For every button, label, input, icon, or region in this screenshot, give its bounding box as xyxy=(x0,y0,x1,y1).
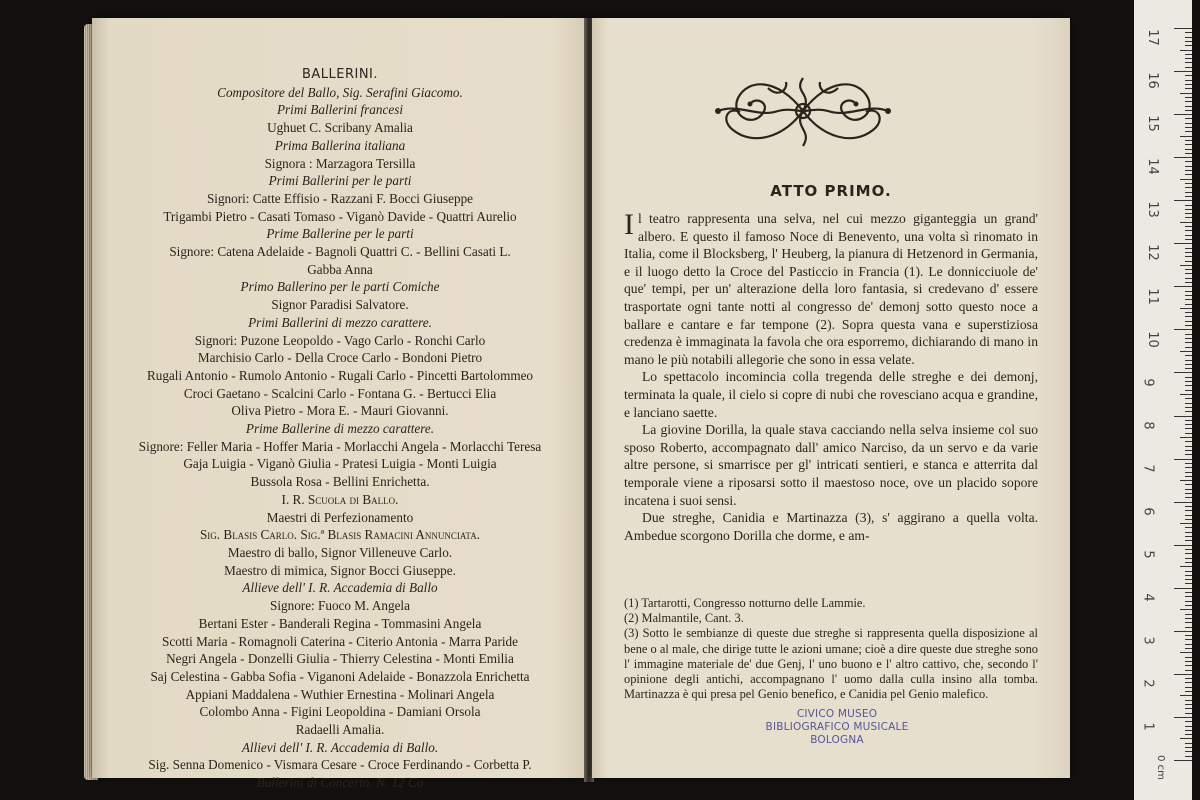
ruler-tick xyxy=(1185,67,1192,68)
ruler-tick xyxy=(1185,472,1192,473)
ruler-number: 6 xyxy=(1140,507,1156,516)
ruler-tick xyxy=(1185,493,1192,494)
ruler-tick xyxy=(1185,454,1192,455)
ruler-tick xyxy=(1185,639,1192,640)
paragraph: La giovine Dorilla, la quale stava cacciando nella selva insieme col suo sposo Roberto, accompagnato dall' amico Narciso, da un servo e da varie altre persone, si smarrisce per gl' intricati sentieri, e stanca e atterrita dal temporale viene a riposarsi sotto il maestoso noce, ove un placido sopore incatena i suoi sensi. xyxy=(624,422,1038,508)
ruler-tick xyxy=(1185,248,1192,249)
ruler-number: 16 xyxy=(1144,72,1160,89)
ruler-tick xyxy=(1185,37,1192,38)
ruler-tick xyxy=(1185,144,1192,145)
ruler-tick xyxy=(1185,377,1192,378)
cast-line: Negri Angela - Donzelli Giulia - Thierry Celestina - Monti Emilia xyxy=(166,651,514,667)
ruler-tick xyxy=(1185,721,1192,722)
ruler-tick xyxy=(1185,360,1192,361)
ruler-tick xyxy=(1185,446,1192,447)
ruler-tick xyxy=(1174,157,1192,158)
ruler-tick xyxy=(1185,614,1192,615)
cast-line: Signori: Puzone Leopoldo - Vago Carlo - Ronchi Carlo xyxy=(194,332,486,348)
ruler-tick xyxy=(1180,308,1192,309)
ruler-tick xyxy=(1174,545,1192,546)
ruler-tick xyxy=(1174,674,1192,675)
ruler-tick xyxy=(1185,743,1192,744)
library-stamp: CIVICO MUSEO BIBLIOGRAFICO MUSICALE BOLOGNA xyxy=(765,708,909,746)
cast-line: Bertani Ester - Banderali Regina - Tommasini Angela xyxy=(198,615,482,631)
footnotes xyxy=(624,596,1038,702)
ruler-tick xyxy=(1185,140,1192,141)
ruler-tick xyxy=(1185,213,1192,214)
footnote: (3) Sotto le sembianze di queste due streghe si rappresenta quella disposizione al bene o al male, che dirige tutte le azioni umane; cioè a dire queste due streghe sono l' immagine materiale de' due Genj, l' uno buono e l' altro cattivo, che, secondo l' opinione degli antichi, accompagnano l' uomo dalla culla insino alla tomba. Martinazza è qui presa pel Genio benefico, e Canidia pel Genio malefico. xyxy=(624,626,1038,702)
ruler-tick xyxy=(1174,631,1192,632)
ruler-tick xyxy=(1185,196,1192,197)
ruler-tick xyxy=(1185,398,1192,399)
cast-line: Oliva Pietro - Mora E. - Mauri Giovanni. xyxy=(231,403,449,419)
ruler-tick xyxy=(1185,756,1192,757)
ruler-tick xyxy=(1180,437,1192,438)
ruler-number: 11 xyxy=(1144,287,1160,305)
ruler-tick xyxy=(1185,489,1192,490)
ruler-tick xyxy=(1185,256,1192,257)
ruler-tick xyxy=(1185,347,1192,348)
cast-line: Compositore del Ballo, Sig. Serafini Giacomo. xyxy=(217,84,463,100)
ruler-tick xyxy=(1185,627,1192,628)
ruler-tick xyxy=(1185,601,1192,602)
cast-line: Ughuet C. Scribany Amalia xyxy=(267,120,413,136)
left-page xyxy=(92,18,588,791)
ruler-tick xyxy=(1185,618,1192,619)
ruler-tick xyxy=(1185,390,1192,391)
cast-line: Croci Gaetano - Scalcini Carlo - Fontana G. - Bertucci Elia xyxy=(183,385,497,401)
cast-line: Prime Ballerine di mezzo carattere. xyxy=(245,421,435,437)
ruler-tick xyxy=(1185,364,1192,365)
ruler-tick xyxy=(1185,463,1192,464)
ruler-tick xyxy=(1185,648,1192,649)
cast-line: Ballerini di Concerto. N. 12 Co xyxy=(256,775,424,791)
ruler-tick xyxy=(1185,579,1192,580)
ruler-tick xyxy=(1174,28,1192,29)
ruler-tick xyxy=(1185,118,1192,119)
cast-line: Bussola Rosa - Bellini Enrichetta. xyxy=(250,474,430,490)
ruler-tick xyxy=(1180,93,1192,94)
cast-line: Signor Paradisi Salvatore. xyxy=(271,297,409,313)
ruler-tick xyxy=(1185,299,1192,300)
ruler-tick xyxy=(1185,441,1192,442)
ruler-tick xyxy=(1180,351,1192,352)
ruler-tick xyxy=(1185,312,1192,313)
ruler-tick xyxy=(1185,149,1192,150)
ruler-tick xyxy=(1185,291,1192,292)
ruler-tick xyxy=(1185,682,1192,683)
ruler-tick xyxy=(1185,170,1192,171)
ruler-number: 2 xyxy=(1140,679,1156,688)
ruler-tick xyxy=(1185,45,1192,46)
ruler-tick xyxy=(1174,114,1192,115)
ruler-tick xyxy=(1185,657,1192,658)
ruler-number: 1 xyxy=(1140,722,1156,731)
footnote: (2) Malmantile, Cant. 3. xyxy=(624,611,744,626)
ruler-tick xyxy=(1174,760,1192,761)
ruler-tick xyxy=(1185,411,1192,412)
ruler-number: 9 xyxy=(1140,377,1156,387)
ruler-number: 4 xyxy=(1140,593,1156,602)
ruler-tick xyxy=(1185,726,1192,727)
ruler-unit: 0 cm xyxy=(1154,755,1166,780)
ruler-number: 8 xyxy=(1140,421,1156,430)
ruler-tick xyxy=(1185,334,1192,335)
ruler-tick xyxy=(1174,416,1192,417)
ruler-tick xyxy=(1185,428,1192,429)
ruler-tick xyxy=(1185,75,1192,76)
ruler-tick xyxy=(1180,480,1192,481)
ruler-tick xyxy=(1185,84,1192,85)
cast-line: BALLERINI. xyxy=(301,67,379,82)
paragraph: Il teatro rappresenta una selva, nel cui mezzo giganteggia un grand' albero. E questo il famoso Noce di Benevento, una volta sì rinomato in Italia, come il Blocksberg, l' Heuberg, la pianura di Hetzenord in Germania, e il luogo detto la Croce del Pasticcio in Francia (1). Le donnicciuole de' que' tempi, per un' alterazione della loro fantasia, si credevano d' essere trasportate ogni tante notti al congresso de' demonj sotto questo noce a ballare e cantare e far tempone (2). Sopra questa vana e superstiziosa credenza è immaginata la favola che ora esporremo, dichiarando di mano in mano le più notabili allegorie che sono in essa velate. xyxy=(624,208,1038,367)
ruler-tick xyxy=(1174,286,1192,287)
ruler-tick xyxy=(1185,536,1192,537)
ruler-tick xyxy=(1185,153,1192,154)
open-book xyxy=(84,18,1074,791)
ruler-tick xyxy=(1185,558,1192,559)
ruler-tick xyxy=(1185,32,1192,33)
ruler-tick xyxy=(1174,372,1192,373)
ruler-tick xyxy=(1185,235,1192,236)
ruler-tick xyxy=(1180,695,1192,696)
ruler-tick xyxy=(1185,97,1192,98)
ruler-tick xyxy=(1185,708,1192,709)
cast-line: Sig. Blasis Carlo. Sig.ª Blasis Ramacini Annunciata. xyxy=(199,527,481,543)
ruler-tick xyxy=(1185,527,1192,528)
ruler-tick xyxy=(1185,304,1192,305)
ruler-tick xyxy=(1185,484,1192,485)
measuring-ruler xyxy=(1134,0,1192,800)
ruler-tick xyxy=(1185,734,1192,735)
ruler-tick xyxy=(1185,342,1192,343)
ruler-tick xyxy=(1185,635,1192,636)
ruler-tick xyxy=(1185,510,1192,511)
ruler-tick xyxy=(1185,123,1192,124)
cast-line: Trigambi Pietro - Casati Tomaso - Viganò Davide - Quattri Aurelio xyxy=(163,208,517,224)
ruler-tick xyxy=(1185,575,1192,576)
ruler-tick xyxy=(1185,596,1192,597)
ruler-tick xyxy=(1185,562,1192,563)
ruler-tick xyxy=(1174,71,1192,72)
cast-line: I. R. Scuola di Ballo. xyxy=(281,491,399,507)
ruler-tick xyxy=(1180,179,1192,180)
cast-line: Sig. Senna Domenico - Vismara Cesare - Croce Ferdinando - Corbetta P. xyxy=(148,757,532,773)
cast-line: Radaelli Amalia. xyxy=(295,722,385,738)
ruler-tick xyxy=(1185,497,1192,498)
ruler-tick xyxy=(1185,282,1192,283)
ruler-tick xyxy=(1185,295,1192,296)
ruler-tick xyxy=(1185,622,1192,623)
ruler-tick xyxy=(1185,226,1192,227)
ruler-number: 12 xyxy=(1144,244,1160,262)
ruler-tick xyxy=(1185,239,1192,240)
ruler-tick xyxy=(1180,136,1192,137)
ruler-tick xyxy=(1185,355,1192,356)
right-page xyxy=(592,18,1070,778)
ruler-number: 10 xyxy=(1144,330,1160,348)
ruler-tick xyxy=(1185,700,1192,701)
cast-line: Signora : Marzagora Tersilla xyxy=(264,155,416,171)
ruler-tick xyxy=(1185,424,1192,425)
cast-line: Signore: Fuoco M. Angela xyxy=(270,598,410,614)
ruler-tick xyxy=(1185,338,1192,339)
footnote: (1) Tartarotti, Congresso notturno delle Lammie. xyxy=(624,596,866,610)
ruler-tick xyxy=(1185,101,1192,102)
cast-line: Marchisio Carlo - Della Croce Carlo - Bondoni Pietro xyxy=(197,350,483,366)
ruler-tick xyxy=(1185,381,1192,382)
ruler-tick xyxy=(1180,566,1192,567)
ruler-tick xyxy=(1185,467,1192,468)
ruler-tick xyxy=(1185,273,1192,274)
ruler-tick xyxy=(1185,691,1192,692)
ruler-tick xyxy=(1180,738,1192,739)
cast-line: Colombo Anna - Figini Leopoldina - Damiani Orsola xyxy=(199,704,481,720)
ruler-tick xyxy=(1185,687,1192,688)
ruler-tick xyxy=(1185,540,1192,541)
ruler-number: 5 xyxy=(1140,550,1156,559)
cast-line: Maestro di mimica, Signor Bocci Giuseppe. xyxy=(224,562,456,578)
ruler-tick xyxy=(1185,252,1192,253)
ruler-tick xyxy=(1185,325,1192,326)
ruler-tick xyxy=(1180,652,1192,653)
cast-line: Primi Ballerini francesi xyxy=(276,102,403,118)
ruler-tick xyxy=(1185,88,1192,89)
ruler-tick xyxy=(1185,420,1192,421)
ruler-tick xyxy=(1185,278,1192,279)
ruler-tick xyxy=(1185,713,1192,714)
ruler-tick xyxy=(1185,106,1192,107)
cast-line: Allieve dell' I. R. Accademia di Ballo xyxy=(242,580,438,596)
ornament-icon xyxy=(708,68,898,154)
ruler-number: 14 xyxy=(1144,158,1160,176)
ruler-tick xyxy=(1185,553,1192,554)
dancers-list xyxy=(92,66,588,792)
ruler-tick xyxy=(1185,321,1192,322)
ruler-tick xyxy=(1174,588,1192,589)
ruler-tick xyxy=(1185,62,1192,63)
ruler-tick xyxy=(1174,459,1192,460)
ruler-number: 17 xyxy=(1144,29,1160,46)
ruler-tick xyxy=(1185,183,1192,184)
ruler-tick xyxy=(1185,209,1192,210)
cast-line: Signore: Catena Adelaide - Bagnoli Quattri C. - Bellini Casati L. xyxy=(169,244,511,260)
ruler-tick xyxy=(1180,50,1192,51)
ruler-tick xyxy=(1180,394,1192,395)
libretto-text xyxy=(624,210,1038,544)
ruler-tick xyxy=(1185,187,1192,188)
cast-line: Saj Celestina - Gabba Sofia - Viganoni Adelaide - Bonazzola Enrichetta xyxy=(150,668,530,684)
ruler-tick xyxy=(1185,476,1192,477)
cast-line: Signori: Catte Effisio - Razzani F. Bocci Giuseppe xyxy=(206,190,474,206)
cast-line: Gaja Luigia - Viganò Giulia - Pratesi Luigia - Monti Luigia xyxy=(183,456,497,472)
ruler-tick xyxy=(1185,730,1192,731)
ruler-tick xyxy=(1185,515,1192,516)
ruler-tick xyxy=(1185,403,1192,404)
ruler-tick xyxy=(1185,670,1192,671)
ruler-tick xyxy=(1185,161,1192,162)
cast-line: Rugali Antonio - Rumolo Antonio - Rugali Carlo - Pincetti Bartolommeo xyxy=(146,367,534,383)
drop-cap: I xyxy=(624,208,634,241)
ruler-tick xyxy=(1185,549,1192,550)
cast-line: Maestro di ballo, Signor Villeneuve Carlo. xyxy=(227,544,453,560)
ruler-tick xyxy=(1174,502,1192,503)
ruler-tick xyxy=(1185,450,1192,451)
ruler-tick xyxy=(1185,506,1192,507)
ruler-tick xyxy=(1174,243,1192,244)
ruler-tick xyxy=(1185,605,1192,606)
ruler-tick xyxy=(1185,385,1192,386)
cast-line: Primo Ballerino per le parti Comiche xyxy=(240,279,440,295)
paragraph: Due streghe, Canidia e Martinazza (3), s' aggirano a quella volta. Ambedue scorgono Dorilla che dorme, e am- xyxy=(624,510,1038,543)
ruler-tick xyxy=(1185,678,1192,679)
ruler-tick xyxy=(1185,110,1192,111)
ruler-tick xyxy=(1185,592,1192,593)
ruler-number: 15 xyxy=(1144,115,1160,133)
ruler-tick xyxy=(1185,704,1192,705)
cast-line: Gabba Anna xyxy=(307,261,373,277)
ruler-number: 13 xyxy=(1144,201,1160,219)
ruler-tick xyxy=(1185,58,1192,59)
cast-line: Prime Ballerine per le parti xyxy=(266,226,414,242)
ruler-tick xyxy=(1185,751,1192,752)
paragraph: Lo spettacolo incomincia colla tregenda delle streghe e dei demonj, terminata la quale, il cielo si copre di nubi che rovesciano acqua e grandine, e lanciano saette. xyxy=(624,369,1038,420)
cast-line: Scotti Maria - Romagnoli Caterina - Citerio Antonia - Marra Paride xyxy=(162,633,518,649)
ruler-tick xyxy=(1185,316,1192,317)
ruler-tick xyxy=(1180,523,1192,524)
ruler-number: 3 xyxy=(1140,636,1156,645)
ruler-tick xyxy=(1180,265,1192,266)
ruler-tick xyxy=(1185,131,1192,132)
ruler-tick xyxy=(1185,41,1192,42)
ruler-tick xyxy=(1185,174,1192,175)
ruler-tick xyxy=(1180,222,1192,223)
act-title: ATTO PRIMO. xyxy=(770,182,892,200)
ruler-tick xyxy=(1185,230,1192,231)
cast-line: Primi Ballerini di mezzo carattere. xyxy=(248,314,432,330)
ruler-tick xyxy=(1185,80,1192,81)
ruler-tick xyxy=(1185,747,1192,748)
cast-line: Primi Ballerini per le parti xyxy=(268,173,412,189)
ruler-tick xyxy=(1185,166,1192,167)
ruler-number: 7 xyxy=(1140,464,1156,473)
ruler-tick xyxy=(1185,665,1192,666)
ruler-tick xyxy=(1185,644,1192,645)
cast-line: Appiani Maddalena - Wuthier Ernestina - Molinari Angela xyxy=(185,686,495,702)
ruler-tick xyxy=(1185,368,1192,369)
ruler-tick xyxy=(1185,127,1192,128)
cast-line: Allievi dell' I. R. Accademia di Ballo. xyxy=(241,739,439,755)
cast-line: Maestri di Perfezionamento xyxy=(266,509,414,525)
ruler-tick xyxy=(1174,200,1192,201)
ruler-tick xyxy=(1185,571,1192,572)
cast-line: Signore: Feller Maria - Hoffer Maria - Morlacchi Angela - Morlacchi Teresa xyxy=(138,438,542,454)
ruler-tick xyxy=(1185,583,1192,584)
ruler-tick xyxy=(1180,609,1192,610)
ruler-tick xyxy=(1185,519,1192,520)
ruler-tick xyxy=(1185,661,1192,662)
ruler-tick xyxy=(1185,407,1192,408)
ruler-tick xyxy=(1185,261,1192,262)
ruler-tick xyxy=(1174,717,1192,718)
ruler-tick xyxy=(1185,54,1192,55)
ruler-tick xyxy=(1174,329,1192,330)
ruler-tick xyxy=(1185,205,1192,206)
ruler-tick xyxy=(1185,433,1192,434)
cast-line: Prima Ballerina italiana xyxy=(274,137,406,153)
ruler-tick xyxy=(1185,269,1192,270)
ruler-tick xyxy=(1185,532,1192,533)
ruler-tick xyxy=(1185,217,1192,218)
ruler-tick xyxy=(1185,192,1192,193)
